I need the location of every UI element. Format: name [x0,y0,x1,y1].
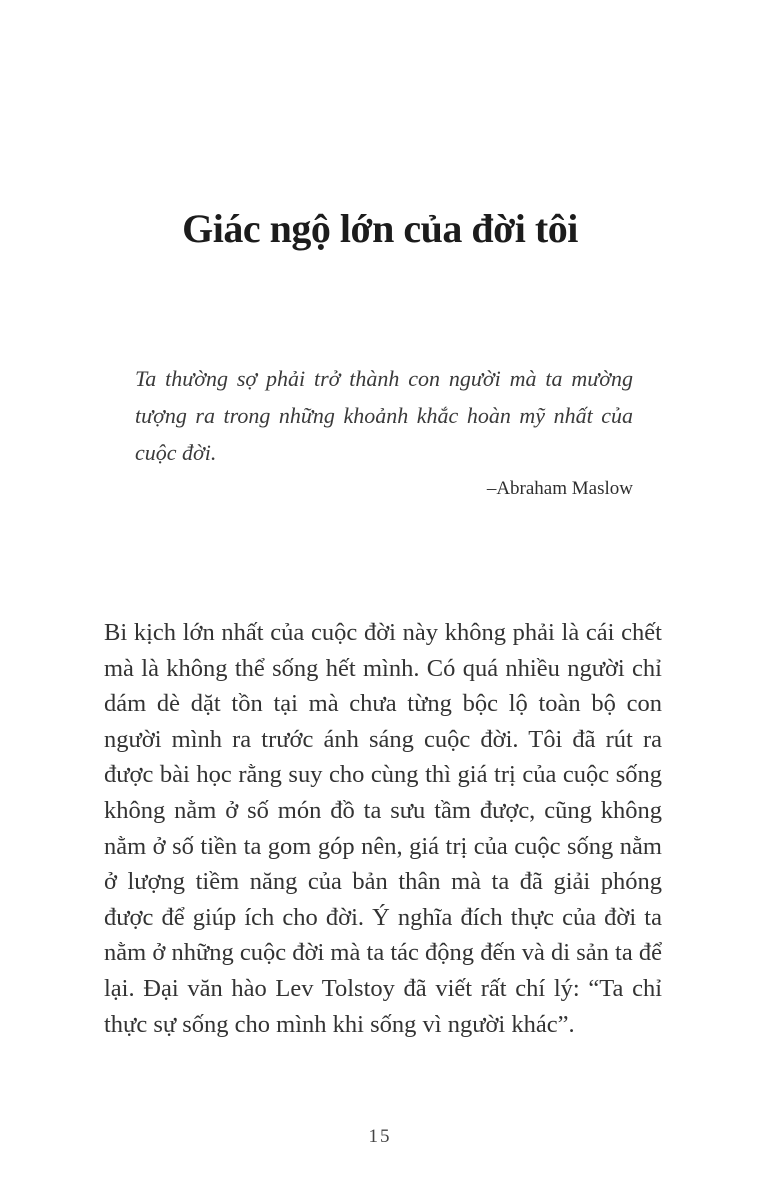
epigraph-block [135,360,633,500]
epigraph-attribution: –Abraham Maslow [486,478,633,499]
chapter-title: Giác ngộ lớn của đời tôi [182,206,578,251]
body-paragraph: Bi kịch lớn nhất của cuộc đời này không phải là cái chết mà là không thể sống hết mình. Có quá nhiều người chỉ dám dè dặt tồn tại mà chưa từng bộc lộ toàn bộ con người mình ra trước ánh sáng cuộc đời. Tôi đã rút ra được bài học rằng suy cho cùng thì giá trị của cuộc sống không nằm ở số món đồ ta sưu tầm được, cũng không nằm ở số tiền ta gom góp nên, giá trị của cuộc sống nằm ở lượng tiềm năng của bản thân mà ta đã giải phóng được để giúp ích cho đời. Ý nghĩa đích thực của đời ta nằm ở những cuộc đời mà ta tác động đến và di sản ta để lại. Đại văn hào Lev Tolstoy đã viết rất chí lý: “Ta chỉ thực sự sống cho mình khi sống vì người khác”. [104,619,662,1038]
epigraph-text: Ta thường sợ phải trở thành con người mà ta mường tượng ra trong những khoảnh khắc hoàn mỹ nhất của cuộc đời. [135,366,633,465]
page-number: 15 [368,1126,392,1147]
